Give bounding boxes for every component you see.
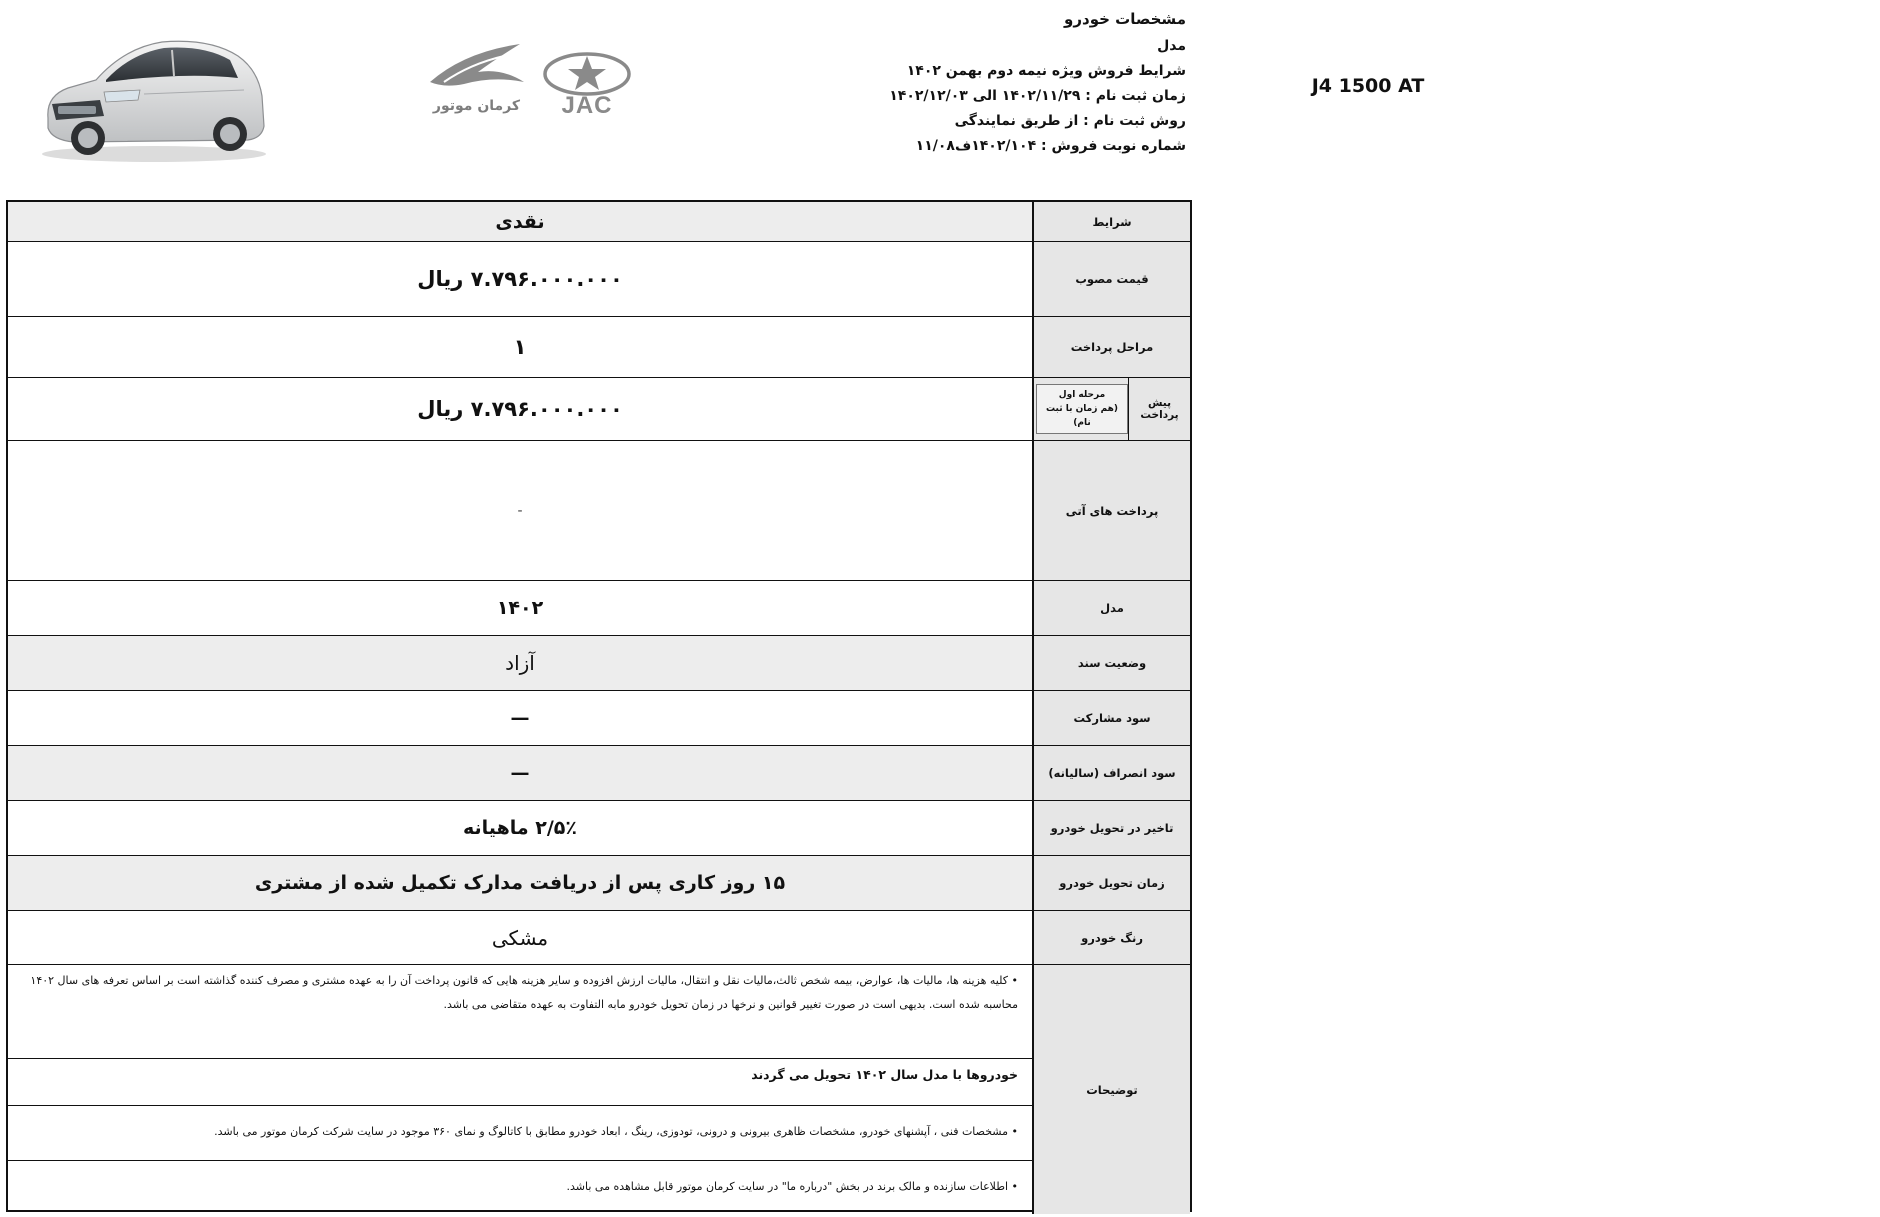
conditions-table (6, 200, 1192, 1212)
conditions-label: شرایط (1032, 202, 1190, 241)
note-manufacturer-info: • اطلاعات سازنده و مالک برند در بخش "درباره ما" در سایت کرمان موتور قابل مشاهده می باشد. (566, 1180, 1018, 1193)
prepayment-label: پیش پرداخت (1128, 378, 1190, 440)
participation-profit-label: سود مشارکت (1032, 691, 1190, 745)
prepayment-label-cell (1032, 378, 1190, 440)
conditions-value: نقدی (8, 202, 1032, 241)
delivery-time-value: ۱۵ روز کاری پس از دریافت مدارک تکمیل شده از مشتری (8, 856, 1032, 910)
note-model-year: خودروها با مدل سال ۱۴۰۲ تحویل می گردند (8, 1059, 1032, 1106)
document-status-value: آزاد (8, 636, 1032, 690)
row-approved-price (8, 242, 1190, 317)
first-stage-label: مرحله اول (1058, 390, 1106, 400)
future-payments-value: - (517, 502, 523, 519)
specs-title: مشخصات خودرو (1064, 10, 1186, 28)
note-specifications: • مشخصات فنی ، آپشنهای خودرو، مشخصات ظاهری بیرونی و درونی، تودوزی، رینگ ، ابعاد خودرو مطابق با کاتالوگ و نمای ۳۶۰ موجود در سایت شرکت کرمان موتور می باشد. (8, 1106, 1032, 1161)
jac-logo (539, 52, 635, 124)
jac-text: JAC (561, 92, 613, 119)
registration-time: زمان ثبت نام : ۱۴۰۲/۱۱/۲۹ الی ۱۴۰۲/۱۲/۰۳ (889, 88, 1186, 104)
model-value: J4 1500 AT (1311, 75, 1425, 97)
delivery-time-label: زمان تحویل خودرو (1032, 856, 1190, 910)
row-model-year (8, 581, 1190, 636)
notes-section (8, 965, 1190, 1214)
notes-label: توضیحات (1032, 965, 1190, 1214)
model-year-value: ۱۴۰۲ (496, 597, 544, 619)
row-prepayment (8, 378, 1190, 441)
kerman-motor-icon (424, 42, 529, 98)
row-car-color (8, 911, 1190, 965)
note-costs: • کلیه هزینه ها، مالیات ها، عوارض، بیمه شخص ثالث،مالیات نقل و انتقال، مالیات ارزش افزوده و سایر هزینه هایی که قانون پرداخت آن را به عهده مشتری و مصرف کننده گذاشته است بر اساس تعرفه های سال ۱۴۰۲ محاسبه شده است. بدیهی است در صورت تغییر قوانین و نرخها در زمان تحویل خودرو مابه التفاوت به عهده متقاضی می باشد. (8, 965, 1032, 1059)
car-color-label: رنگ خودرو (1032, 911, 1190, 964)
approved-price-label: قیمت مصوب (1032, 242, 1190, 316)
approved-price-value: ۷.۷۹۶.۰۰۰.۰۰۰ ریال (417, 267, 623, 291)
kerman-motor-text: کرمان موتور (432, 98, 521, 114)
payment-stages-value: ۱ (513, 335, 527, 359)
delivery-delay-label: تاخیر در تحویل خودرو (1032, 801, 1190, 855)
participation-profit-value: — (510, 707, 530, 729)
row-cancellation-profit (8, 746, 1190, 801)
row-document-status (8, 636, 1190, 691)
sale-turn-number: شماره نوبت فروش : ۱۴۰۲/۱۰۴ف۱۱/۰۸ (915, 138, 1186, 154)
first-stage-sub: (هم زمان با ثبت نام) (1046, 404, 1118, 428)
prepayment-value: ۷.۷۹۶.۰۰۰.۰۰۰ ریال (417, 397, 623, 421)
jac-star-icon (539, 52, 635, 96)
registration-method: روش ثبت نام : از طریق نمایندگی (954, 113, 1186, 129)
sale-conditions: شرایط فروش ویژه نیمه دوم بهمن ۱۴۰۲ (906, 63, 1186, 79)
delivery-delay-value: ۲/۵٪ ماهیانه (463, 817, 577, 839)
row-conditions (8, 202, 1190, 242)
row-delivery-delay (8, 801, 1190, 856)
car-color-value: مشکی (491, 925, 549, 950)
cancellation-profit-value: — (8, 746, 1032, 800)
payment-stages-label: مراحل پرداخت (1032, 317, 1190, 377)
cancellation-profit-label: سود انصراف (سالیانه) (1032, 746, 1190, 800)
first-stage-box (1036, 384, 1128, 434)
row-delivery-time (8, 856, 1190, 911)
vehicle-specs (856, 10, 1425, 162)
document-status-label: وضعیت سند (1032, 636, 1190, 690)
car-image (34, 30, 274, 165)
header (0, 0, 1425, 196)
kerman-motor-logo (424, 42, 529, 124)
future-payments-label: پرداخت های آتی (1032, 441, 1190, 580)
row-future-payments (8, 441, 1190, 581)
row-participation-profit (8, 691, 1190, 746)
row-payment-stages (8, 317, 1190, 378)
model-label: مدل (1157, 38, 1186, 54)
model-year-label: مدل (1032, 581, 1190, 635)
